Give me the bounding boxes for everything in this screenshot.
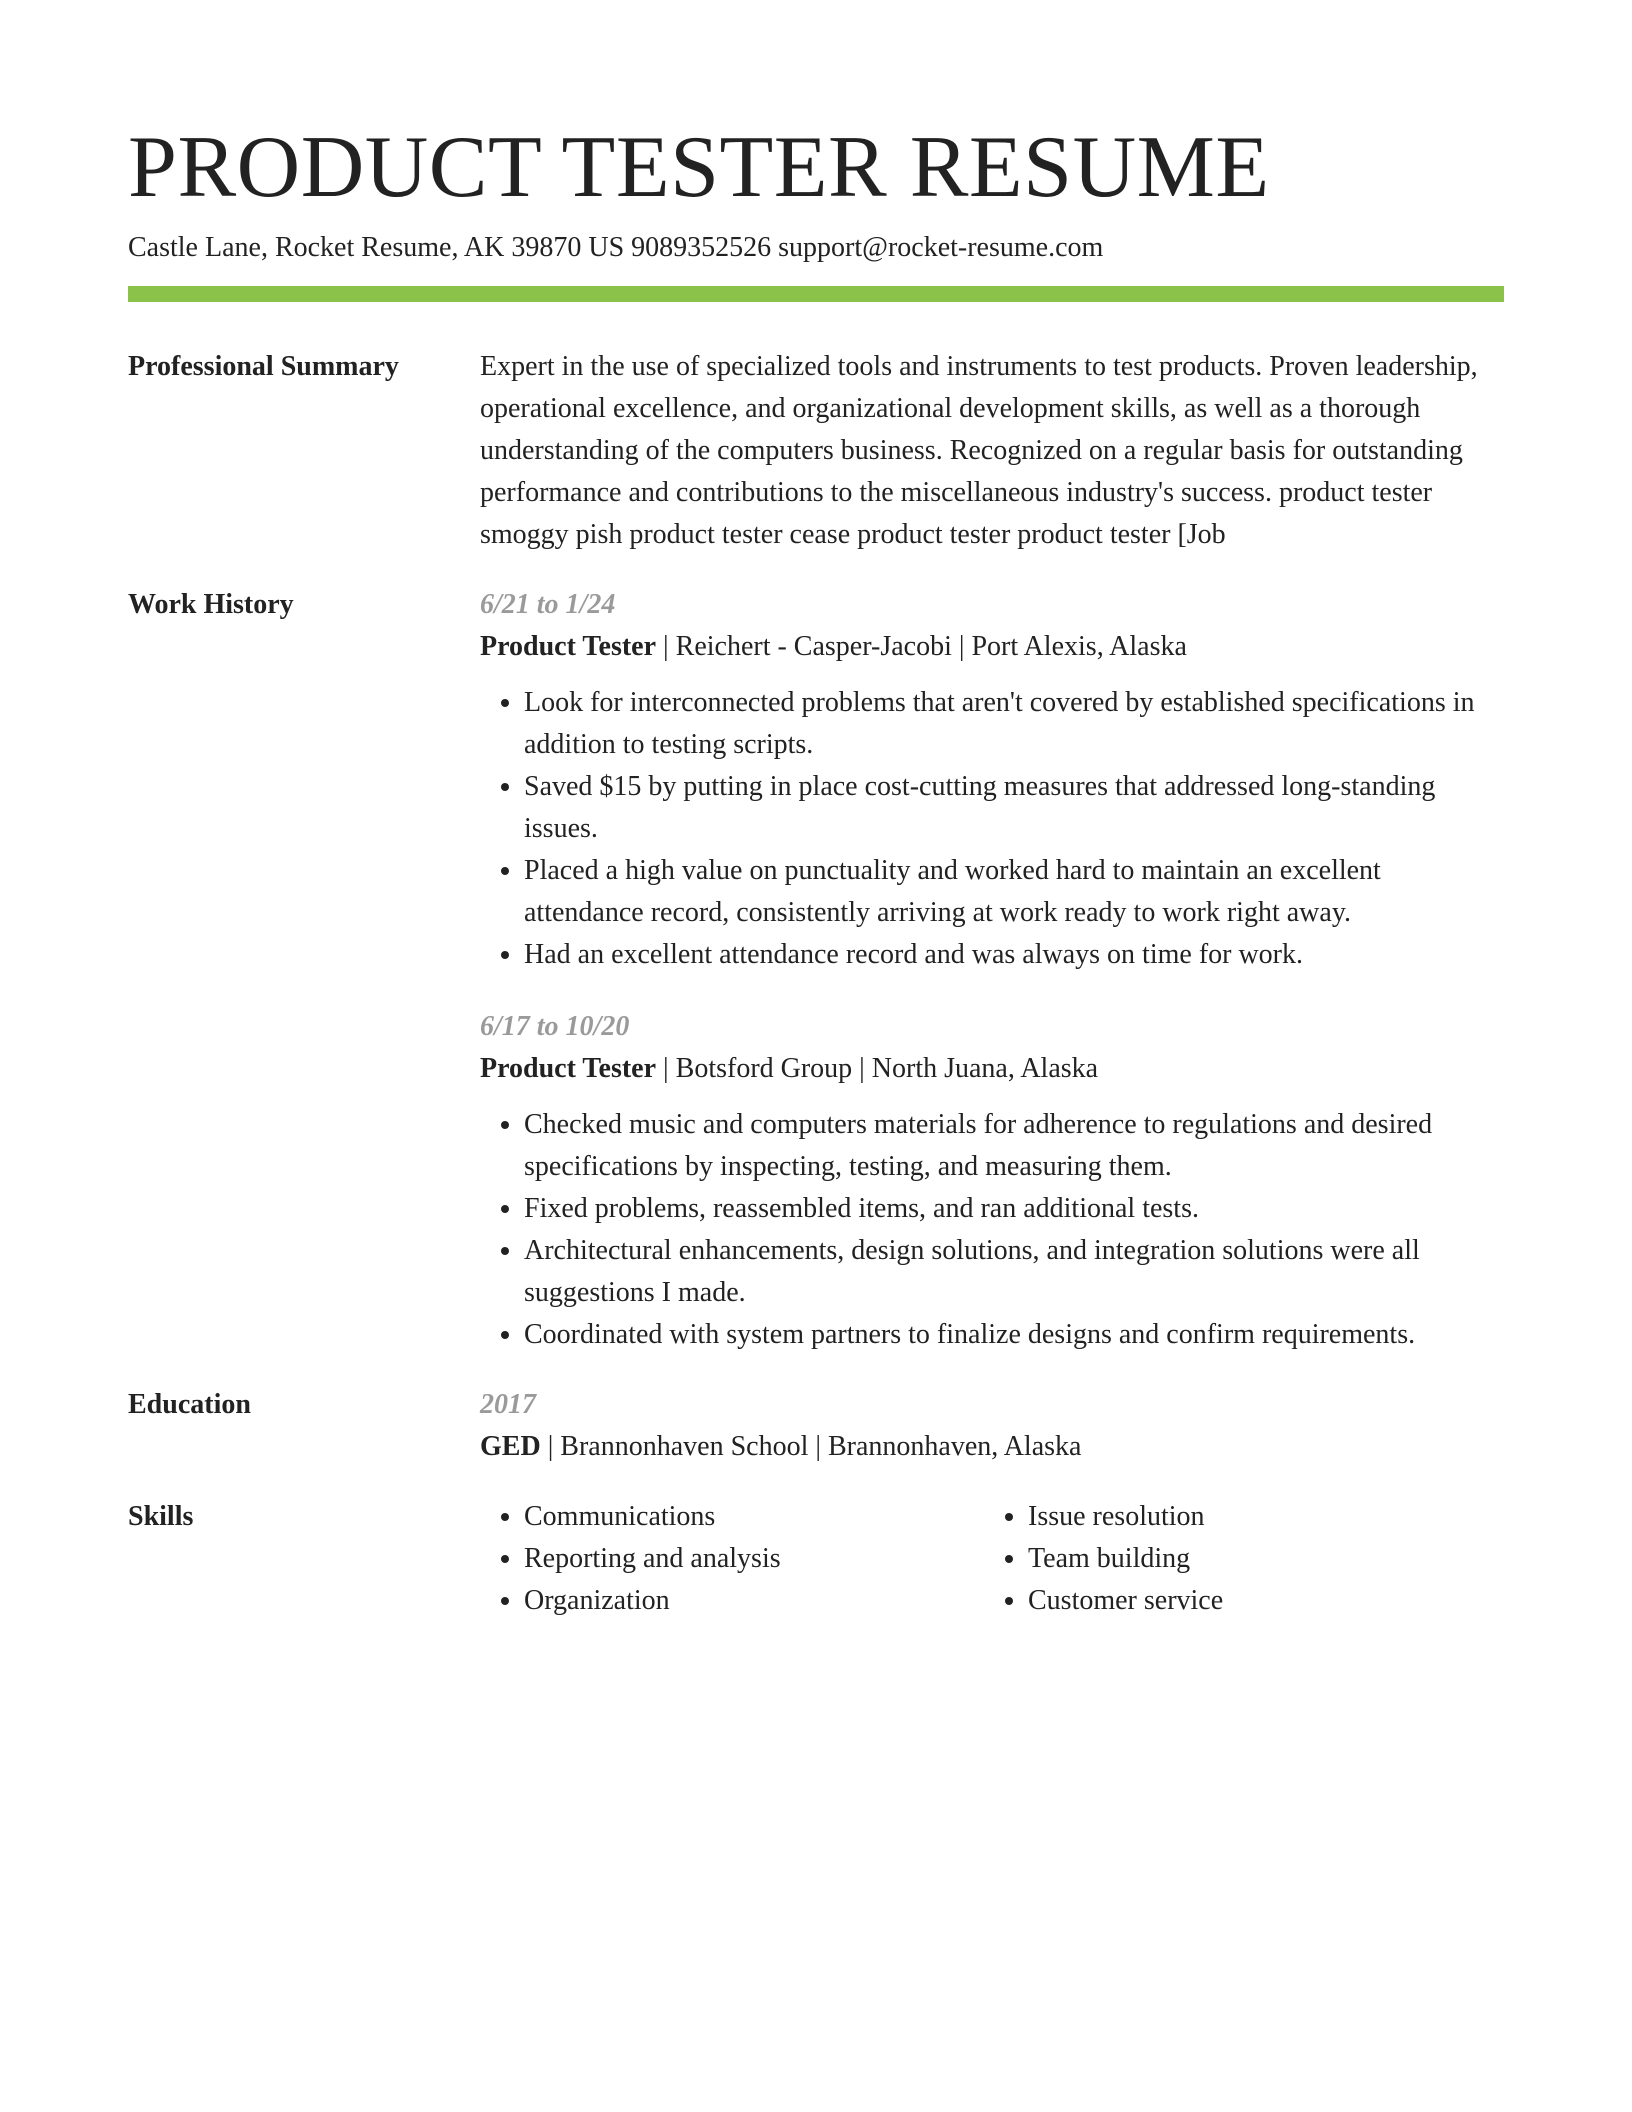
job-heading — [480, 1048, 1504, 1090]
summary-label: Professional Summary — [128, 351, 399, 382]
skill-item: • Reporting and analysis — [524, 1538, 984, 1580]
skills-columns — [480, 1496, 1504, 1622]
work-history-section — [128, 584, 1504, 1356]
education-label: Education — [128, 1389, 251, 1420]
skill-item: • Issue resolution — [1028, 1496, 1488, 1538]
job-bullet: • Had an excellent attendance record and was always on time for work. — [524, 934, 1504, 976]
job-title: Product Tester — [480, 1053, 657, 1084]
education-details: | Brannonhaven School | Brannonhaven, Alaska — [540, 1431, 1082, 1462]
job-bullet: • Placed a high value on punctuality and worked hard to maintain an excellent attendance record, consistently arriving at work ready to work right away. — [524, 850, 1504, 934]
resume-title: PRODUCT TESTER RESUME — [128, 119, 1270, 216]
job-bullet: • Look for interconnected problems that aren't covered by established specifications in addition to testing scripts. — [524, 682, 1504, 766]
job-dates: 6/21 to 1/24 — [480, 589, 616, 620]
job-bullet: • Saved $15 by putting in place cost-cutting measures that addressed long-standing issues. — [524, 766, 1504, 850]
job-bullet: • Fixed problems, reassembled items, and ran additional tests. — [524, 1188, 1504, 1230]
education-degree: GED — [480, 1431, 541, 1462]
job-dates: 6/17 to 10/20 — [480, 1011, 630, 1042]
job-title: Product Tester — [480, 631, 657, 662]
summary-text: Expert in the use of specialized tools and instruments to test products. Proven leadership, operational excellence, and organizational development skills, as well as a thorough understanding of the computers business. Recognized on a regular basis for outstanding performance and contributions to the miscellaneous industry's success. product tester smoggy pish product tester cease product tester product tester [Job — [480, 351, 1478, 550]
work-history-label: Work History — [128, 589, 294, 620]
skills-list-left — [480, 1496, 984, 1622]
job-entry — [480, 1006, 1504, 1356]
skills-label: Skills — [128, 1501, 194, 1532]
job-bullets — [480, 682, 1504, 976]
education-section — [128, 1384, 1504, 1468]
job-bullet: • Coordinated with system partners to finalize designs and confirm requirements. — [524, 1314, 1504, 1356]
job-heading — [480, 626, 1504, 668]
job-bullet: • Architectural enhancements, design solutions, and integration solutions were all suggestions I made. — [524, 1230, 1504, 1314]
job-bullets — [480, 1104, 1504, 1356]
skills-section — [128, 1496, 1504, 1622]
skill-item: • Communications — [524, 1496, 984, 1538]
job-details: | Reichert - Casper-Jacobi | Port Alexis, Alaska — [656, 631, 1187, 662]
skills-list-right — [984, 1496, 1488, 1622]
header-divider — [128, 286, 1504, 302]
skill-item: • Team building — [1028, 1538, 1488, 1580]
skill-item: • Customer service — [1028, 1580, 1488, 1622]
summary-section — [128, 346, 1504, 556]
job-entry — [480, 584, 1504, 976]
job-details: | Botsford Group | North Juana, Alaska — [656, 1053, 1099, 1084]
resume-sections — [128, 346, 1504, 1650]
job-bullet: • Checked music and computers materials for adherence to regulations and desired specifications by inspecting, testing, and measuring them. — [524, 1104, 1504, 1188]
contact-line: Castle Lane, Rocket Resume, AK 39870 US 9089352526 support@rocket-resume.com — [128, 232, 1104, 263]
skill-item: • Organization — [524, 1580, 984, 1622]
education-heading — [480, 1426, 1504, 1468]
education-year: 2017 — [480, 1389, 536, 1420]
